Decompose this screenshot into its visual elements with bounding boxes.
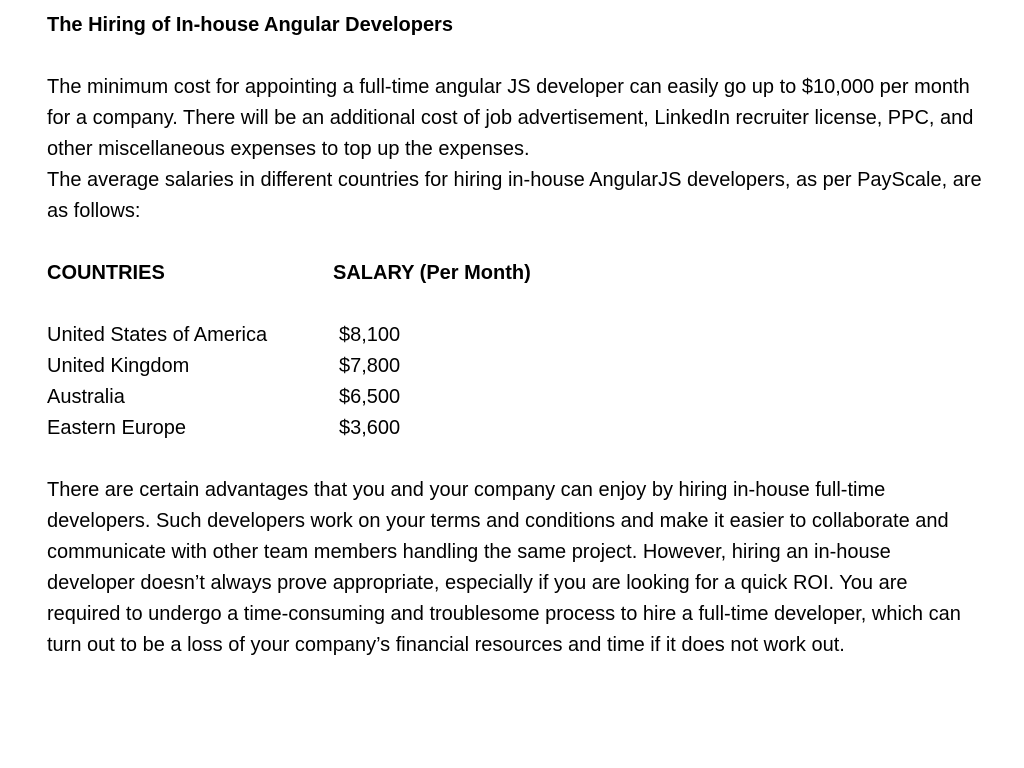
- spacer: [47, 444, 984, 475]
- spacer: [47, 289, 984, 320]
- row-country: United Kingdom: [47, 355, 190, 377]
- table-row: [47, 320, 984, 351]
- salary-intro-paragraph: The average salaries in different countries for hiring in-house AngularJS developers, as per PayScale, are as follows:: [47, 169, 982, 222]
- header-salary: SALARY (Per Month): [333, 262, 531, 284]
- salary-table: [47, 320, 984, 444]
- document-title: The Hiring of In-house Angular Developers: [47, 14, 453, 36]
- intro-paragraph: The minimum cost for appointing a full-time angular JS developer can easily go up to $10,000 per month for a company. There will be an additional cost of job advertisement, LinkedIn recruiter license, PPC, and other miscellaneous expenses to top up the expenses.: [47, 76, 974, 160]
- row-salary: $6,500: [339, 386, 401, 408]
- row-salary: $3,600: [339, 417, 401, 439]
- row-country: Australia: [47, 386, 125, 408]
- salary-table-header: [47, 258, 984, 289]
- table-row: [47, 351, 984, 382]
- advantages-paragraph: There are certain advantages that you and your company can enjoy by hiring in-house full-time developers. Such developers work on your terms and conditions and make it easier to collaborate and communicate with other team members handling the same project. However, hiring an in-house developer doesn’t always prove appropriate, especially if you are looking for a quick ROI. You are required to undergo a time-consuming and troublesome process to hire a full-time developer, which can turn out to be a loss of your company’s financial resources and time if it does not work out.: [47, 479, 961, 656]
- spacer: [47, 227, 984, 258]
- table-row: [47, 382, 984, 413]
- row-country: United States of America: [47, 324, 268, 346]
- row-country: Eastern Europe: [47, 417, 186, 439]
- row-salary: $8,100: [339, 324, 401, 346]
- spacer: [47, 41, 984, 72]
- header-countries: COUNTRIES: [47, 262, 165, 284]
- row-salary: $7,800: [339, 355, 401, 377]
- table-row: [47, 413, 984, 444]
